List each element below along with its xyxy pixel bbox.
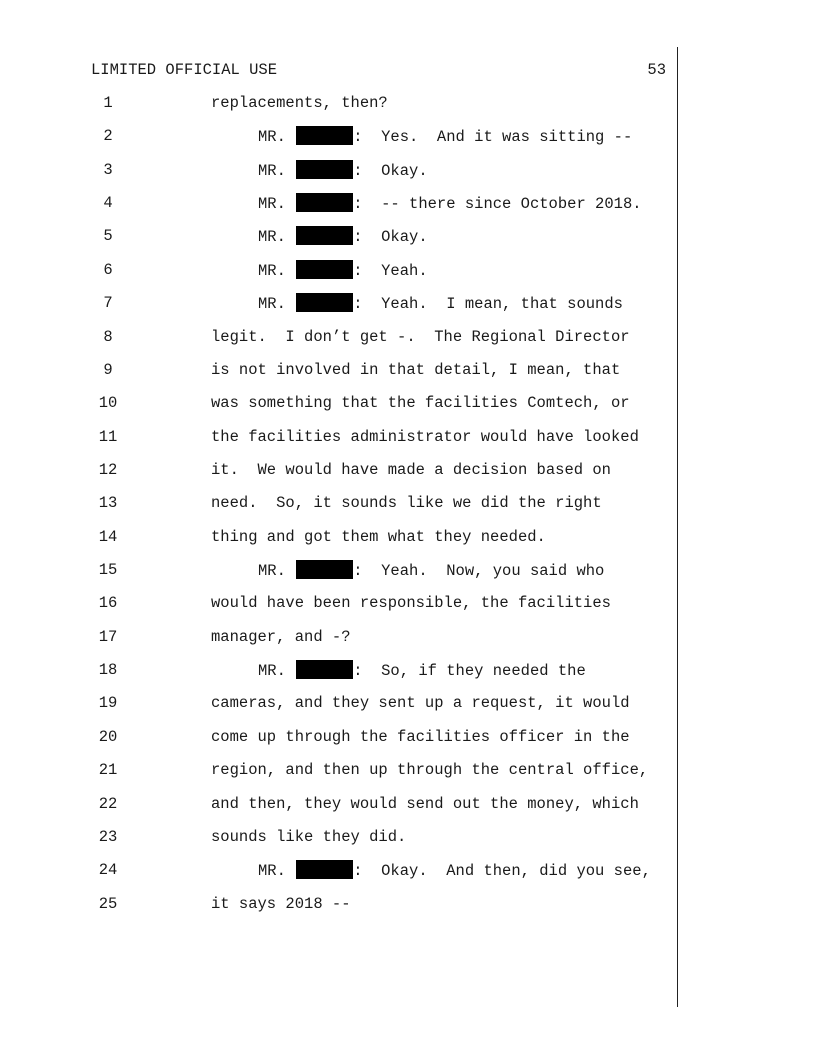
speaker-statement: : Okay. And then, did you see, bbox=[353, 862, 651, 881]
redacted-name-block bbox=[296, 160, 353, 179]
transcript-line bbox=[0, 627, 676, 660]
speaker-line bbox=[258, 126, 632, 147]
line-number: 9 bbox=[103, 360, 113, 379]
line-number: 4 bbox=[103, 194, 113, 213]
line-text: the facilities administrator would have looked bbox=[211, 427, 639, 446]
redacted-name-block bbox=[296, 193, 353, 212]
transcript-line bbox=[0, 527, 676, 560]
speaker-statement: : So, if they needed the bbox=[353, 662, 586, 681]
line-text: thing and got them what they needed. bbox=[211, 527, 546, 546]
redacted-name-block bbox=[296, 560, 353, 579]
transcript-line bbox=[0, 293, 676, 326]
line-text: sounds like they did. bbox=[211, 827, 407, 846]
line-number: 21 bbox=[98, 761, 118, 780]
line-number: 7 bbox=[103, 294, 113, 313]
transcript-line bbox=[0, 860, 676, 893]
speaker-line bbox=[258, 193, 642, 214]
speaker-line bbox=[258, 293, 623, 314]
transcript-line bbox=[0, 493, 676, 526]
speaker-title: MR. bbox=[258, 261, 296, 280]
redacted-name-block bbox=[296, 293, 353, 312]
transcript-line bbox=[0, 894, 676, 927]
transcript-line bbox=[0, 93, 676, 126]
transcript-line bbox=[0, 260, 676, 293]
speaker-statement: : Yeah. bbox=[353, 261, 428, 280]
transcript-line bbox=[0, 193, 676, 226]
speaker-line bbox=[258, 660, 586, 681]
speaker-statement: : Yeah. I mean, that sounds bbox=[353, 295, 623, 314]
speaker-title: MR. bbox=[258, 295, 296, 314]
speaker-line bbox=[258, 160, 428, 181]
line-number: 14 bbox=[98, 527, 118, 546]
line-number: 3 bbox=[103, 160, 113, 179]
speaker-line bbox=[258, 860, 651, 881]
document-classification-header: LIMITED OFFICIAL USE bbox=[91, 61, 278, 79]
line-text: it. We would have made a decision based on bbox=[211, 460, 611, 479]
line-text: cameras, and they sent up a request, it would bbox=[211, 694, 630, 713]
transcript-line bbox=[0, 460, 676, 493]
line-text: and then, they would send out the money, which bbox=[211, 794, 639, 813]
line-text: manager, and -? bbox=[211, 627, 351, 646]
speaker-statement: : Yeah. Now, you said who bbox=[353, 562, 605, 581]
speaker-title: MR. bbox=[258, 862, 296, 881]
redacted-name-block bbox=[296, 660, 353, 679]
line-text: come up through the facilities officer in the bbox=[211, 727, 630, 746]
line-text: region, and then up through the central office, bbox=[211, 761, 649, 780]
line-number: 15 bbox=[98, 561, 118, 580]
line-number: 25 bbox=[98, 894, 118, 913]
speaker-statement: : -- there since October 2018. bbox=[353, 195, 642, 214]
line-text: need. So, it sounds like we did the right bbox=[211, 494, 602, 513]
speaker-title: MR. bbox=[258, 662, 296, 681]
transcript-line bbox=[0, 660, 676, 693]
line-number: 13 bbox=[98, 494, 118, 513]
speaker-line bbox=[258, 560, 604, 581]
speaker-line bbox=[258, 226, 428, 247]
line-number: 22 bbox=[98, 794, 118, 813]
line-text: is not involved in that detail, I mean, that bbox=[211, 360, 621, 379]
line-text: was something that the facilities Comtech, or bbox=[211, 394, 630, 413]
transcript-line bbox=[0, 360, 676, 393]
transcript-line bbox=[0, 160, 676, 193]
line-text: replacements, then? bbox=[211, 94, 388, 112]
transcript-body bbox=[0, 93, 676, 927]
line-text: it says 2018 -- bbox=[211, 894, 351, 913]
line-number: 11 bbox=[98, 427, 118, 446]
line-text: legit. I don’t get -. The Regional Director bbox=[211, 327, 630, 346]
line-number: 16 bbox=[98, 594, 118, 613]
transcript-line bbox=[0, 560, 676, 593]
line-number: 12 bbox=[98, 460, 118, 479]
transcript-line bbox=[0, 693, 676, 726]
line-text: would have been responsible, the facilities bbox=[211, 594, 611, 613]
speaker-title: MR. bbox=[258, 161, 296, 180]
speaker-title: MR. bbox=[258, 562, 296, 581]
speaker-statement: : Okay. bbox=[353, 161, 428, 180]
transcript-line bbox=[0, 226, 676, 259]
line-number: 20 bbox=[98, 727, 118, 746]
line-number: 24 bbox=[98, 861, 118, 880]
line-number: 10 bbox=[98, 394, 118, 413]
line-number: 6 bbox=[103, 260, 113, 279]
line-number: 23 bbox=[98, 827, 118, 846]
line-number: 1 bbox=[103, 94, 113, 112]
line-number: 17 bbox=[98, 627, 118, 646]
line-number: 18 bbox=[98, 661, 118, 680]
transcript-line bbox=[0, 327, 676, 360]
speaker-title: MR. bbox=[258, 228, 296, 247]
speaker-statement: : Yes. And it was sitting -- bbox=[353, 128, 633, 147]
transcript-line bbox=[0, 393, 676, 426]
transcript-line bbox=[0, 794, 676, 827]
speaker-title: MR. bbox=[258, 128, 296, 147]
transcript-line bbox=[0, 126, 676, 159]
speaker-statement: : Okay. bbox=[353, 228, 428, 247]
transcript-line bbox=[0, 593, 676, 626]
speaker-line bbox=[258, 260, 428, 281]
line-number: 19 bbox=[98, 694, 118, 713]
transcript-line bbox=[0, 827, 676, 860]
redacted-name-block bbox=[296, 860, 353, 879]
line-number: 5 bbox=[103, 227, 113, 246]
line-number: 2 bbox=[103, 127, 113, 146]
transcript-line bbox=[0, 727, 676, 760]
redacted-name-block bbox=[296, 226, 353, 245]
line-number: 8 bbox=[103, 327, 113, 346]
redacted-name-block bbox=[296, 260, 353, 279]
right-margin-rule bbox=[677, 47, 678, 1007]
redacted-name-block bbox=[296, 126, 353, 145]
transcript-line bbox=[0, 427, 676, 460]
transcript-line bbox=[0, 760, 676, 793]
speaker-title: MR. bbox=[258, 195, 296, 214]
page-number: 53 bbox=[647, 61, 666, 79]
